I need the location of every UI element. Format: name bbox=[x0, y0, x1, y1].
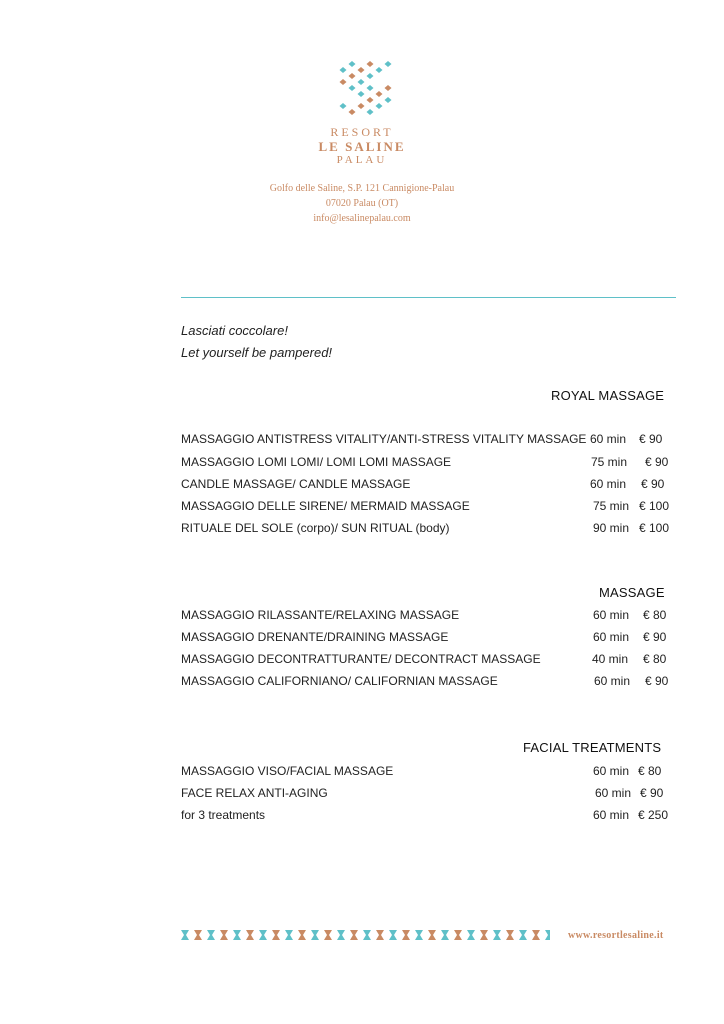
brand-line-3: PALAU bbox=[336, 154, 388, 166]
treatment-price: € 90 bbox=[641, 477, 665, 491]
treatment-row bbox=[181, 455, 681, 471]
resort-logo-icon bbox=[338, 60, 394, 118]
treatment-price: € 80 bbox=[643, 652, 667, 666]
treatment-row bbox=[181, 652, 681, 668]
address-block bbox=[212, 181, 512, 226]
divider-line bbox=[181, 297, 676, 298]
treatment-duration: 75 min bbox=[591, 455, 628, 469]
treatment-name: MASSAGGIO RILASSANTE/RELAXING MASSAGE bbox=[181, 608, 460, 622]
treatment-row bbox=[181, 786, 681, 802]
intro-italian: Lasciati coccolare! bbox=[181, 323, 288, 338]
treatment-name: CANDLE MASSAGE/ CANDLE MASSAGE bbox=[181, 477, 411, 491]
treatment-row bbox=[181, 764, 681, 780]
treatment-row bbox=[181, 499, 681, 515]
treatment-name: MASSAGGIO DECONTRATTURANTE/ DECONTRACT MASSAGE bbox=[181, 652, 541, 666]
treatment-duration: 40 min bbox=[592, 652, 629, 666]
treatment-row bbox=[181, 608, 681, 624]
section-title-royal-massage: ROYAL MASSAGE bbox=[551, 388, 665, 403]
treatment-name: MASSAGGIO LOMI LOMI/ LOMI LOMI MASSAGE bbox=[181, 455, 452, 469]
section-title-facial-treatments: FACIAL TREATMENTS bbox=[523, 740, 662, 755]
treatment-price: € 90 bbox=[645, 455, 669, 469]
contact-email[interactable]: info@lesalinepalau.com bbox=[313, 213, 411, 224]
treatment-name: MASSAGGIO DRENANTE/DRAINING MASSAGE bbox=[181, 630, 449, 644]
treatment-price: € 250 bbox=[638, 808, 669, 822]
brand-line-1: RESORT bbox=[330, 125, 394, 139]
treatment-duration: 60 min bbox=[590, 477, 627, 491]
brand-name bbox=[262, 126, 462, 166]
treatment-price: € 100 bbox=[639, 521, 670, 535]
treatment-row bbox=[181, 521, 681, 537]
treatment-row bbox=[181, 808, 681, 824]
treatment-name: MASSAGGIO CALIFORNIANO/ CALIFORNIAN MASSAGE bbox=[181, 674, 498, 688]
treatment-price: € 100 bbox=[639, 499, 670, 513]
treatment-name: RITUALE DEL SOLE (corpo)/ SUN RITUAL (body) bbox=[181, 521, 450, 535]
treatment-duration: 60 min bbox=[593, 608, 630, 622]
treatment-name: MASSAGGIO VISO/FACIAL MASSAGE bbox=[181, 764, 394, 778]
website-link[interactable]: www.resortlesaline.it bbox=[568, 930, 664, 941]
treatment-duration: 90 min bbox=[593, 521, 630, 535]
intro-text bbox=[181, 320, 332, 364]
treatment-row bbox=[181, 630, 681, 646]
treatment-duration: 60 min bbox=[593, 630, 630, 644]
treatment-row bbox=[181, 477, 681, 493]
address-city: 07020 Palau (OT) bbox=[325, 198, 399, 209]
brand-line-2: LE SALINE bbox=[318, 139, 406, 154]
treatment-price: € 90 bbox=[645, 674, 669, 688]
treatment-duration: 60 min bbox=[595, 786, 632, 800]
treatment-row bbox=[181, 432, 681, 448]
treatment-name: for 3 treatments bbox=[181, 808, 266, 822]
treatment-duration: 60 min bbox=[593, 808, 630, 822]
treatment-price: € 90 bbox=[640, 786, 664, 800]
treatment-duration: 60 min bbox=[594, 674, 631, 688]
treatment-price: € 80 bbox=[638, 764, 662, 778]
treatment-row bbox=[181, 674, 681, 690]
treatment-duration: 60 min bbox=[590, 432, 627, 446]
decorative-pattern-icon bbox=[178, 928, 550, 942]
treatment-price: € 90 bbox=[639, 432, 663, 446]
section-title-massage: MASSAGE bbox=[599, 585, 665, 600]
treatment-duration: 75 min bbox=[593, 499, 630, 513]
treatment-name: FACE RELAX ANTI-AGING bbox=[181, 786, 328, 800]
treatment-price: € 90 bbox=[643, 630, 667, 644]
address-street: Golfo delle Saline, S.P. 121 Cannigione-Palau bbox=[269, 183, 455, 194]
treatment-name: MASSAGGIO ANTISTRESS VITALITY/ANTI-STRESS VITALITY MASSAGE bbox=[181, 432, 587, 446]
treatment-duration: 60 min bbox=[593, 764, 630, 778]
intro-english: Let yourself be pampered! bbox=[181, 345, 333, 360]
treatment-price: € 80 bbox=[643, 608, 667, 622]
treatment-name: MASSAGGIO DELLE SIRENE/ MERMAID MASSAGE bbox=[181, 499, 470, 513]
